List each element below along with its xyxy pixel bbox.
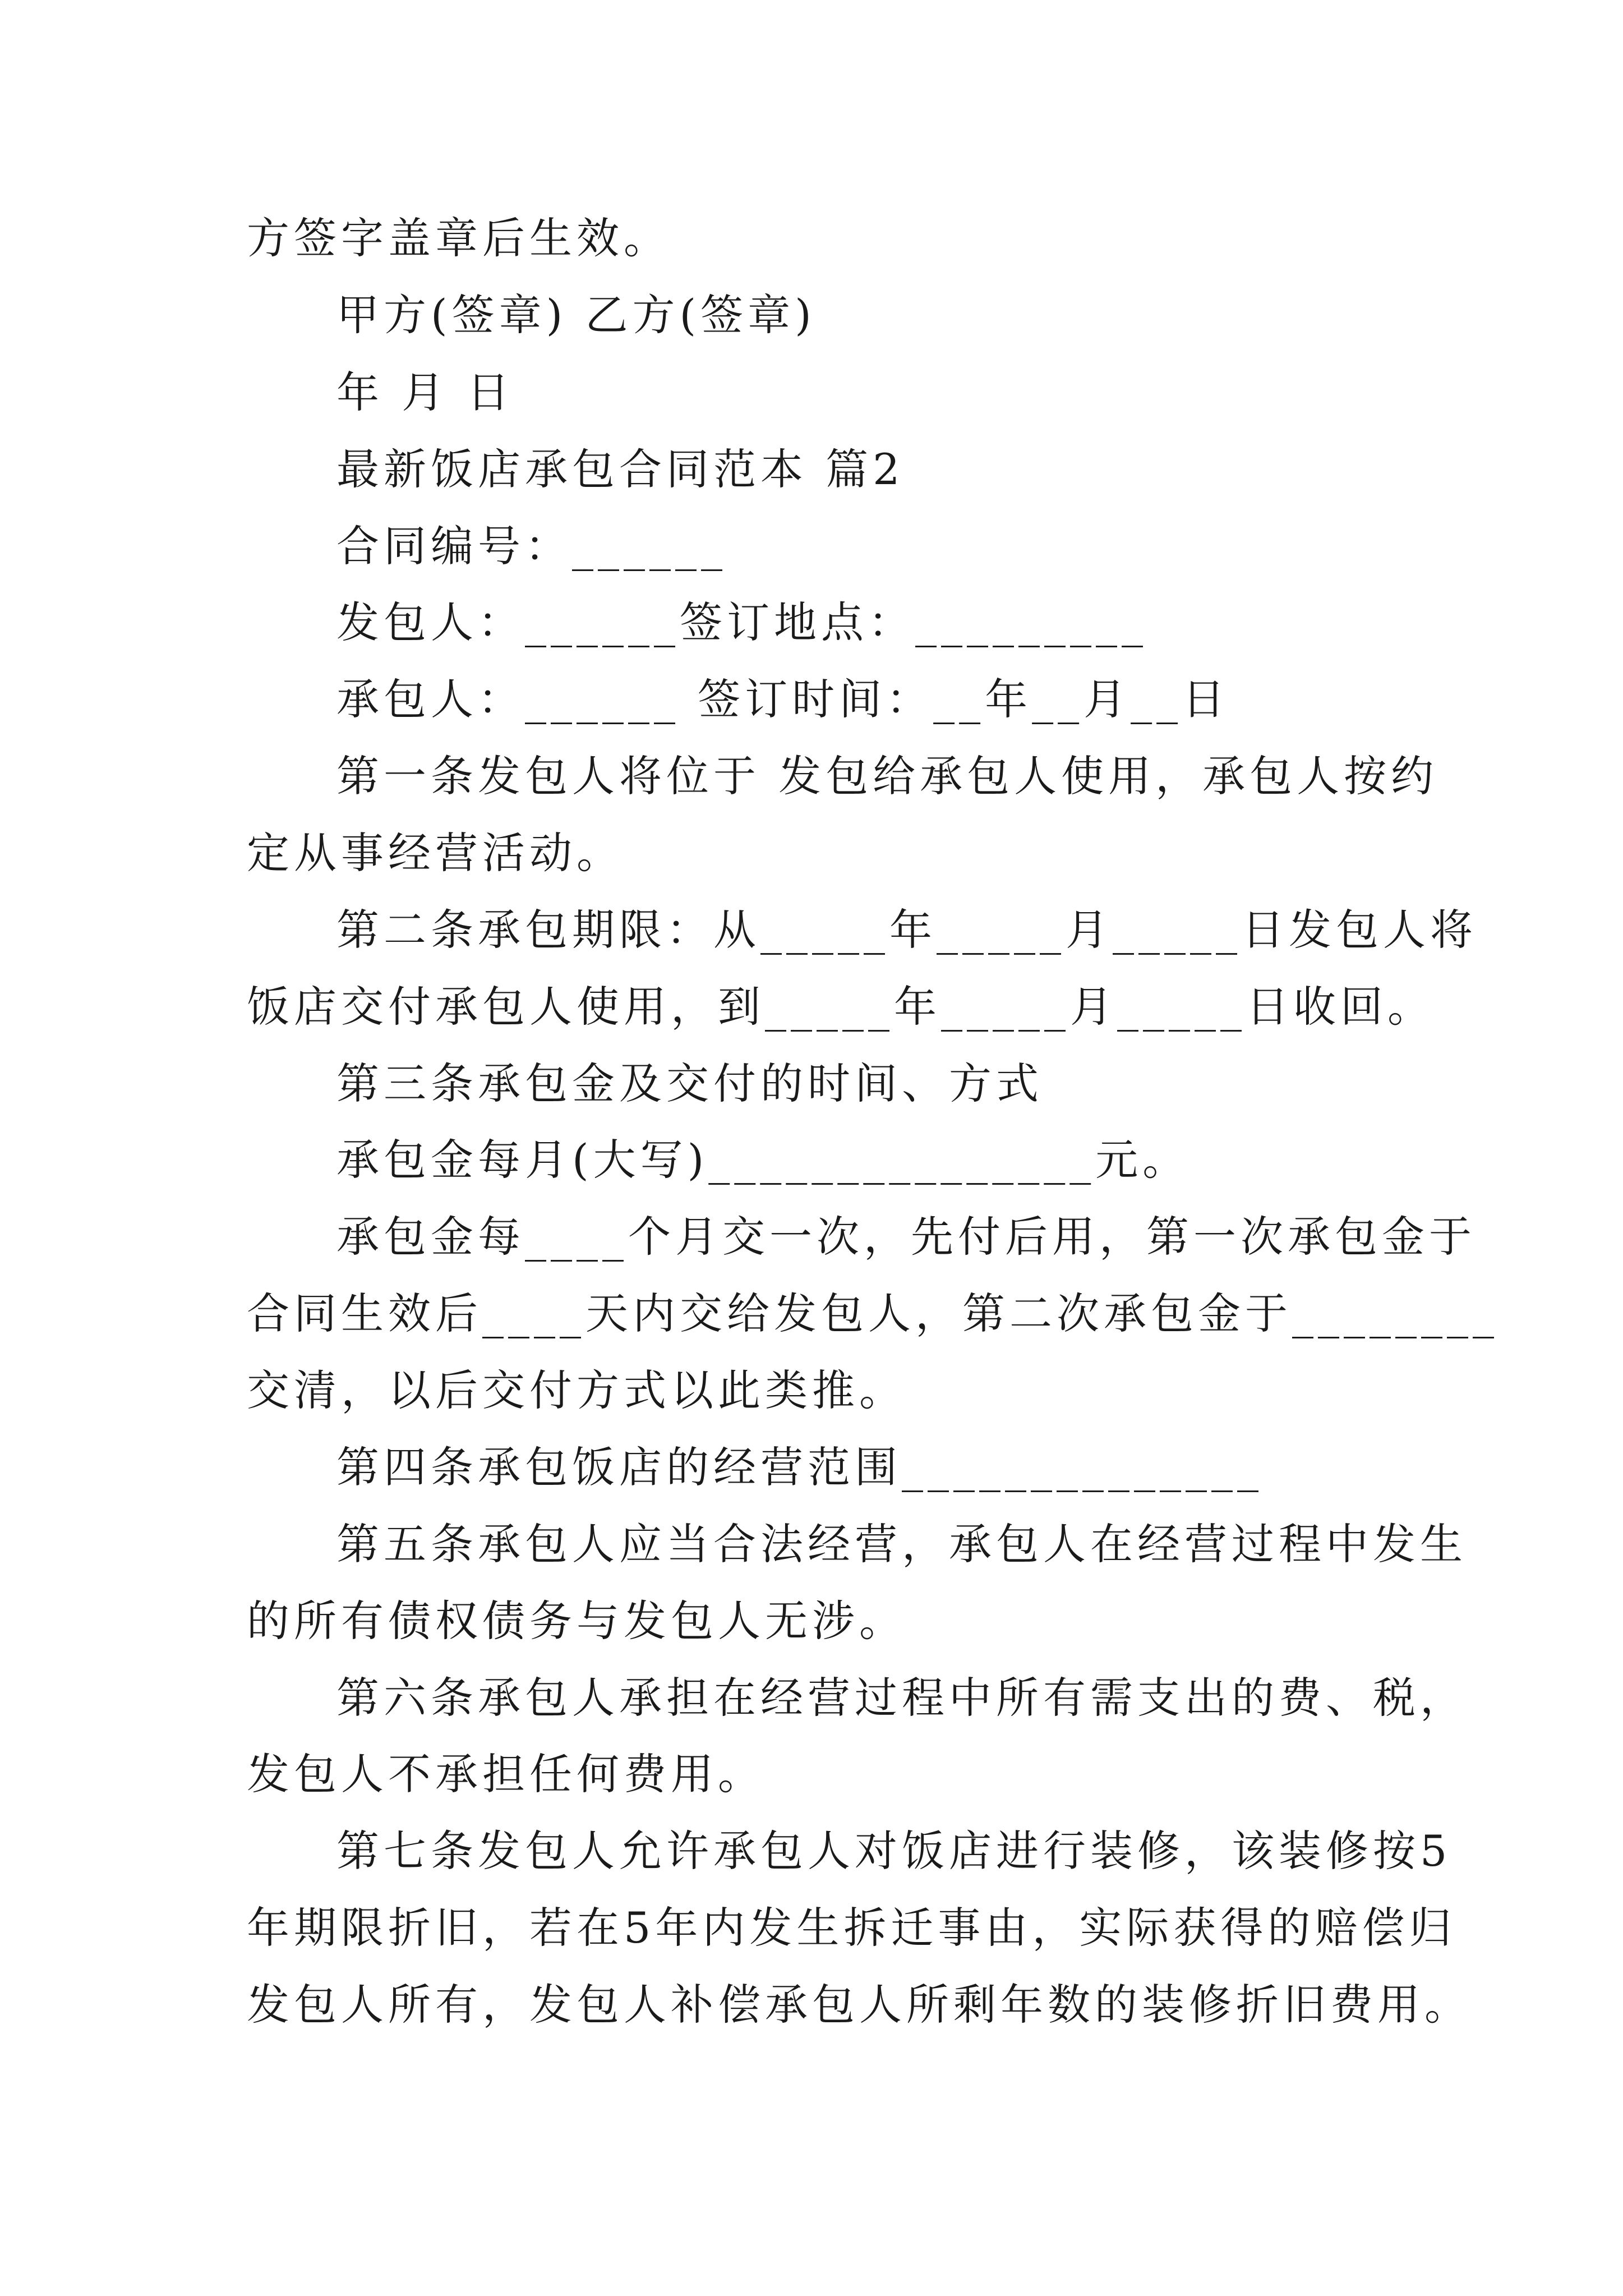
employer-line: 发包人：______签订地点：_________ bbox=[336, 597, 1147, 647]
text-line: 方签字盖章后生效。 bbox=[247, 213, 671, 263]
section-heading: 最新饭店承包合同范本 篇2 bbox=[336, 444, 905, 494]
text-line: 第七条发包人允许承包人对饭店进行装修，该装修按5 bbox=[336, 1826, 1452, 1876]
text-line: 第三条承包金及交付的时间、方式 bbox=[336, 1059, 1043, 1108]
signature-line: 甲方(签章) 乙方(签章) bbox=[336, 290, 816, 340]
text-line: 合同生效后____天内交给发包人，第二次承包金于________ bbox=[247, 1289, 1498, 1338]
contractor-line: 承包人：______ 签订时间：__年__月__日 bbox=[336, 674, 1230, 724]
text-line: 的所有债权债务与发包人无涉。 bbox=[247, 1596, 906, 1646]
text-line: 定从事经营活动。 bbox=[247, 828, 624, 878]
text-line: 第二条承包期限：从_____年_____月_____日发包人将 bbox=[336, 905, 1477, 955]
text-line: 发包人不承担任何费用。 bbox=[247, 1749, 765, 1799]
text-line: 第一条发包人将位于 发包给承包人使用，承包人按约 bbox=[336, 751, 1438, 801]
text-line: 年期限折旧，若在5年内发生拆迁事由，实际获得的赔偿归 bbox=[247, 1903, 1456, 1953]
text-line: 交清，以后交付方式以此类推。 bbox=[247, 1365, 906, 1415]
text-line: 承包金每月(大写)_______________元。 bbox=[336, 1135, 1190, 1185]
date-line: 年 月 日 bbox=[336, 367, 514, 417]
text-line: 第五条承包人应当合法经营，承包人在经营过程中发生 bbox=[336, 1519, 1467, 1569]
contract-number-line: 合同编号：______ bbox=[336, 521, 727, 571]
text-line: 饭店交付承包人使用，到_____年_____月_____日收回。 bbox=[247, 982, 1435, 1032]
text-line: 第六条承包人承担在经营过程中所有需支出的费、税， bbox=[336, 1673, 1467, 1723]
text-line: 承包金每____个月交一次，先付后用，第一次承包金于 bbox=[336, 1212, 1476, 1262]
text-line: 发包人所有，发包人补偿承包人所剩年数的装修折旧费用。 bbox=[247, 1980, 1472, 2030]
text-line: 第四条承包饭店的经营范围______________ bbox=[336, 1442, 1263, 1492]
